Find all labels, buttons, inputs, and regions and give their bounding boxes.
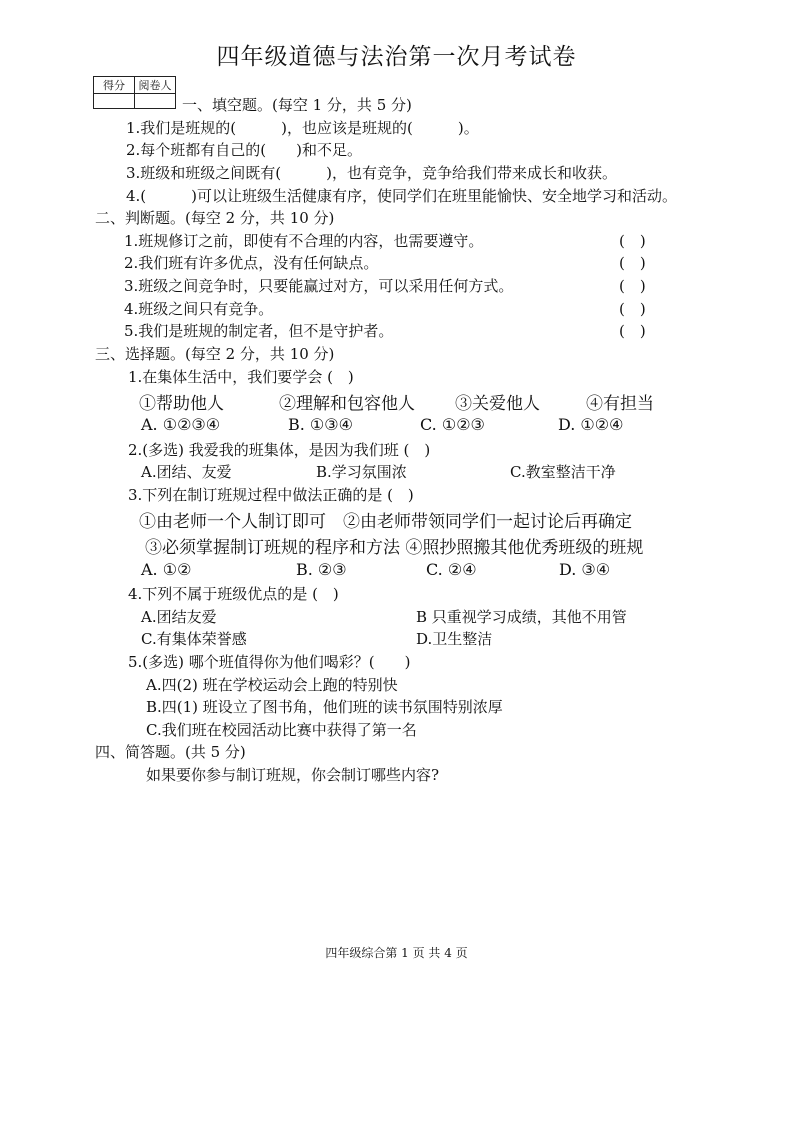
grader-cell (135, 94, 176, 109)
choice-q4-answer-b: B 只重视学习成绩，其他不用管 (416, 608, 627, 626)
judge-answer-2: ( ) (619, 254, 646, 272)
choice-q1-stem: 1.在集体生活中，我们要学会 ( ) (128, 368, 354, 386)
judge-item-5: 5.我们是班规的制定者，但不是守护者。 (124, 322, 394, 340)
page-title: 四年级道德与法治第一次月考试卷 (216, 44, 577, 70)
judge-answer-5: ( ) (619, 322, 646, 340)
choice-q1-answer-c: C. ①②③ (420, 415, 485, 434)
judge-item-4: 4.班级之间只有竞争。 (124, 300, 274, 318)
choice-q1-answer-a: A. ①②③④ (141, 415, 221, 434)
choice-q4-stem: 4.下列不属于班级优点的是 ( ) (128, 585, 339, 603)
choice-q5-answer-c: C.我们班在校园活动比赛中获得了第一名 (146, 721, 417, 739)
judge-item-3: 3.班级之间竞争时，只要能赢过对方，可以采用任何方式。 (124, 277, 514, 295)
choice-q4-answer-c: C.有集体荣誉感 (141, 630, 247, 648)
choice-q2-answer-b: B.学习氛围浓 (316, 463, 407, 481)
fill-item-1: 1.我们是班规的( )，也应该是班规的( )。 (126, 119, 479, 137)
choice-q4-answer-d: D.卫生整洁 (416, 630, 493, 648)
choice-q3-answer-a: A. ①② (141, 560, 192, 579)
choice-q3-answer-b: B. ②③ (296, 560, 347, 579)
choice-q3-line-2: ③必须掌握制订班规的程序和方法 ④照抄照搬其他优秀班级的班规 (145, 538, 644, 558)
judge-answer-4: ( ) (619, 300, 646, 318)
choice-q3-line-1: ①由老师一个人制订即可 ②由老师带领同学们一起讨论后再确定 (139, 512, 632, 532)
choice-q1-option-1: ①帮助他人 (139, 394, 224, 414)
page-footer: 四年级综合第 1 页 共 4 页 (325, 946, 468, 960)
choice-q3-answer-c: C. ②④ (426, 560, 477, 579)
choice-q5-stem: 5.(多选) 哪个班值得你为他们喝彩？( ) (128, 653, 411, 671)
judge-answer-3: ( ) (619, 277, 646, 295)
score-box (93, 76, 176, 109)
section-2-heading: 二、判断题。(每空 2 分，共 10 分) (95, 209, 335, 227)
choice-q1-answer-b: B. ①③④ (288, 415, 353, 434)
fill-item-3: 3.班级和班级之间既有( )，也有竞争，竞争给我们带来成长和收获。 (126, 164, 618, 182)
grader-label: 阅卷人 (135, 77, 176, 94)
choice-q4-answer-a: A.团结友爱 (141, 608, 217, 626)
choice-q2-stem: 2.(多选) 我爱我的班集体，是因为我们班 ( ) (128, 441, 431, 459)
section-3-heading: 三、选择题。(每空 2 分，共 10 分) (95, 345, 335, 363)
section-1-heading: 一、填空题。(每空 1 分，共 5 分) (182, 96, 412, 114)
choice-q3-answer-d: D. ③④ (559, 560, 611, 579)
choice-q1-answer-d: D. ①②④ (558, 415, 624, 434)
choice-q1-option-4: ④有担当 (586, 394, 654, 414)
choice-q5-answer-a: A.四(2) 班在学校运动会上跑的特别快 (146, 676, 398, 694)
choice-q2-answer-c: C.教室整洁干净 (510, 463, 616, 481)
score-cell (94, 94, 135, 109)
section-4-heading: 四、简答题。(共 5 分) (95, 743, 246, 761)
fill-item-4: 4.( )可以让班级生活健康有序，使同学们在班里能愉快、安全地学习和活动。 (126, 187, 678, 205)
short-answer-question: 如果要你参与制订班规，你会制订哪些内容? (146, 766, 440, 784)
choice-q5-answer-b: B.四(1) 班设立了图书角，他们班的读书氛围特别浓厚 (146, 698, 503, 716)
choice-q1-option-2: ②理解和包容他人 (279, 394, 415, 414)
fill-item-2: 2.每个班都有自己的( )和不足。 (126, 141, 363, 159)
choice-q2-answer-a: A.团结、友爱 (141, 463, 232, 481)
judge-item-1: 1.班规修订之前，即使有不合理的内容，也需要遵守。 (124, 232, 484, 250)
choice-q1-option-3: ③关爱他人 (455, 394, 540, 414)
choice-q3-stem: 3.下列在制订班规过程中做法正确的是 ( ) (128, 486, 414, 504)
judge-item-2: 2.我们班有许多优点，没有任何缺点。 (124, 254, 379, 272)
score-label: 得分 (94, 77, 135, 94)
judge-answer-1: ( ) (619, 232, 646, 250)
